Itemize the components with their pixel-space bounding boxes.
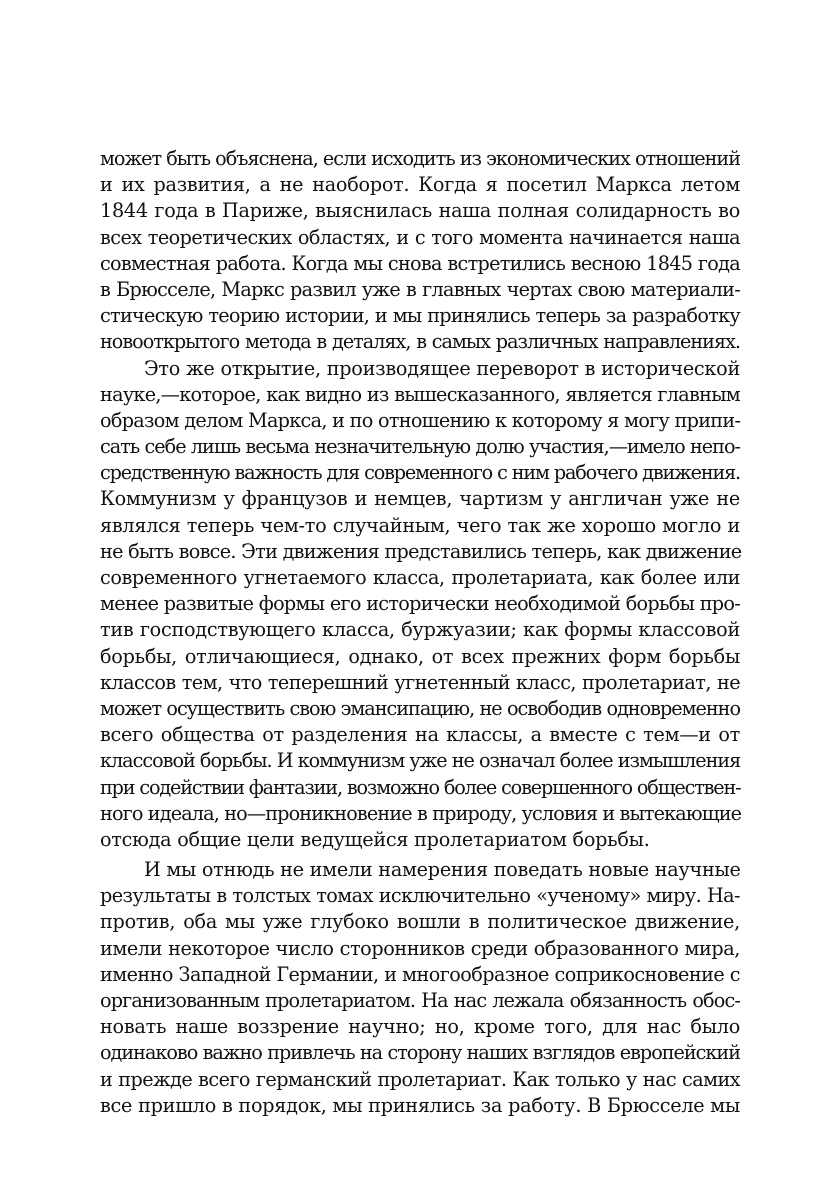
text-line: современного угнетаемого класса, пролетариата, как более или [100, 566, 740, 589]
text-line: именно Западной Германии, и многообразное соприкосновение с [100, 962, 740, 986]
text-line: образом делом Маркса, и по отношению к которому я могу припи- [100, 408, 741, 432]
text-line: Коммунизм у французов и немцев, чартизм у англичан уже не [100, 487, 740, 511]
text-line: не быть вовсе. Эти движения представились теперь, как движение [100, 539, 742, 563]
text-line: классов тем, что теперешний угнетенный класс, пролетариат, не [100, 670, 740, 694]
text-line: являлся теперь чем-то случайным, чего так же хорошо могло и [100, 513, 740, 537]
text-line: все пришло в порядок, мы принялись за работу. В Брюсселе мы [100, 1093, 740, 1117]
text-line: науке,—которое, как видно из вышесказанного, является главным [100, 382, 740, 406]
text-line: сать себе лишь весьма незначительную долю участия,—имело непо- [100, 435, 740, 459]
text-line: ного идеала, но—проникновение в природу, условия и вытекающие [100, 801, 742, 825]
paragraph-1 [100, 146, 740, 356]
text-line: всего общества от разделения на классы, а вместе с тем—и от [100, 723, 740, 747]
text-line: средственную важность для современного с ним рабочего движения. [100, 461, 740, 485]
text-line: стическую теорию истории, и мы принялись теперь за разработку [100, 304, 740, 328]
text-line: может осуществить свою эмансипацию, не освободив одновременно [100, 696, 740, 720]
text-line: совместная работа. Когда мы снова встретились весною 1845 года [100, 251, 740, 275]
text-line: против, оба мы уже глубоко вошли в политическое движение, [100, 910, 740, 934]
text-line: Это же открытие, производящее переворот в исторической [144, 356, 740, 380]
text-line: 1844 года в Париже, выяснилась наша полная солидарность во [100, 199, 740, 223]
text-line: одинаково важно привлечь на сторону наших взглядов европейский [100, 1041, 740, 1065]
text-line: классовой борьбы. И коммунизм уже не означал более измышления [100, 749, 741, 773]
text-line: тив господствующего класса, буржуазии; как формы классовой [100, 618, 740, 642]
body-text [100, 146, 740, 1119]
text-line: и прежде всего германский пролетариат. Как только у нас самих [100, 1067, 740, 1091]
text-line: новать наше воззрение научно; но, кроме того, для нас было [100, 1015, 740, 1039]
text-line: может быть объяснена, если исходить из экономических отношений [100, 147, 741, 170]
text-line: имели некоторое число сторонников среди образованного мира, [100, 936, 740, 960]
paragraph-2 [100, 356, 740, 854]
text-line: при содействии фантазии, возможно более совершенного обществен- [100, 775, 741, 799]
text-line: результаты в толстых томах исключительно «ученому» миру. На- [100, 884, 740, 908]
text-line: борьбы, отличающиеся, однако, от всех прежних форм борьбы [100, 644, 740, 668]
text-line: менее развитые формы его исторически необходимой борьбы про- [100, 592, 740, 616]
text-line: всех теоретических областях, и с того момента начинается наша [100, 225, 740, 249]
text-line: новооткрытого метода в деталях, в самых различных направлениях. [100, 330, 740, 354]
text-line: и их развития, а не наоборот. Когда я посетил Маркса летом [100, 173, 740, 197]
text-line: организованным пролетариатом. На нас лежала обязанность обос- [100, 989, 740, 1012]
text-line: в Брюсселе, Маркс развил уже в главных чертах свою материали- [100, 277, 740, 301]
text-line: отсюда общие цели ведущейся пролетариатом борьбы. [100, 827, 650, 851]
paragraph-3 [100, 857, 740, 1119]
text-line: И мы отнюдь не имели намерения поведать новые научные [144, 858, 741, 882]
